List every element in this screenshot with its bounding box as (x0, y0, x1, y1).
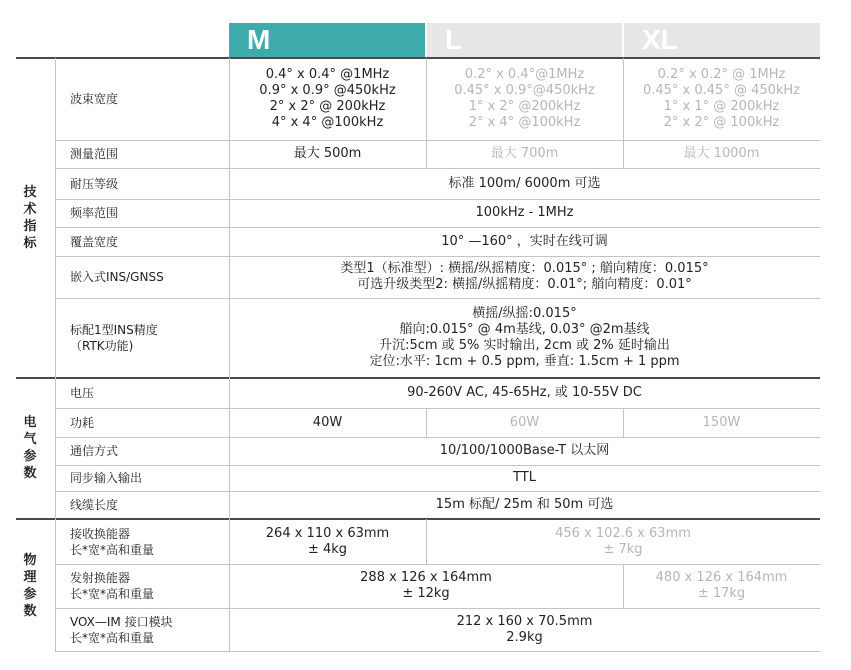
cell-receiver-l-xl: 456 x 102.6 x 63mm ± 7kg (555, 525, 691, 557)
cell-frequency: 100kHz - 1MHz (475, 205, 574, 220)
cell-beam-m: 0.4° x 0.4° @1MHz 0.9° x 0.9° @450kHz 2° x 2° @ 200kHz 4° x 4° @100kHz (259, 67, 396, 130)
cell-comm: 10/100/1000Base-T 以太网 (439, 443, 610, 458)
row-label-sync: 同步输入输出 (70, 471, 143, 485)
row-label-vox: VOX—IM 接口模块 长*宽*高和重量 (70, 614, 173, 645)
cell-range-xl: 最大 1000m (683, 146, 760, 161)
cell-sync: TTL (513, 470, 536, 485)
cell-ins: 类型1（标准型）: 横摇/纵摇精度：0.015° ; 艏向精度：0.015° 可选升级类型2: 横摇/纵摇精度：0.01°; 艏向精度：0.01° (340, 261, 709, 292)
cell-cable: 15m 标配/ 25m 和 50m 可选 (435, 496, 614, 512)
cell-vox: 212 x 160 x 70.5mm 2.9kg (456, 613, 593, 645)
cell-transmitter-xl: 480 x 126 x 164mm ± 17kg (655, 570, 788, 601)
cell-power-l: 60W (509, 414, 540, 430)
category-tech-specs: 技 术 指 标 (23, 184, 37, 251)
cell-receiver-m: 264 x 110 x 63mm ± 4kg (265, 525, 390, 557)
cell-transmitter-m-l: 288 x 126 x 164mm ± 12kg (360, 570, 492, 601)
cell-coverage: 10° —160° ，实时在线可调 (441, 233, 608, 249)
cell-beam-xl: 0.2° x 0.2° @ 1MHz 0.45° x 0.45° @ 450kHz 1° x 1° @ 200kHz 2° x 2° @ 100kHz (642, 67, 801, 130)
cell-power-xl: 150W (702, 414, 741, 430)
tab-xl[interactable]: XL (624, 23, 820, 57)
row-label-beam-width: 波束宽度 (70, 92, 119, 106)
row-label-comm: 通信方式 (70, 444, 119, 458)
category-electrical: 电 气 参 数 (23, 415, 37, 481)
cell-pressure: 标准 100m/ 6000m 可选 (448, 175, 601, 191)
tab-l[interactable]: L (427, 23, 622, 57)
column-divider (55, 58, 56, 652)
category-physical: 物 理 参 数 (23, 552, 37, 619)
row-label-receiver: 接收换能器 长*宽*高和重量 (70, 526, 155, 557)
row-label-power: 功耗 (70, 415, 95, 430)
row-label-transmitter: 发射换能器 长*宽*高和重量 (70, 571, 155, 601)
row-label-rtk: 标配1型INS精度 （RTK功能) (70, 322, 158, 353)
cell-power-m: 40W (312, 414, 343, 430)
cell-range-m: 最大 500m (293, 146, 362, 161)
row-label-pressure: 耐压等级 (70, 176, 119, 191)
row-label-voltage: 电压 (70, 386, 95, 400)
row-label-cable: 线缆长度 (70, 497, 119, 512)
cell-voltage: 90-260V AC, 45-65Hz, 或 10-55V DC (407, 385, 642, 400)
row-label-coverage: 覆盖宽度 (70, 234, 119, 249)
cell-rtk: 横摇/纵摇:0.015° 艏向:0.015° @ 4m基线, 0.03° @2m基线 升沉:5cm 或 5% 实时输出, 2cm 或 2% 延时输出 定位:水平: 1cm + 0.5 ppm, 垂直: 1.5cm + 1 ppm (369, 305, 680, 369)
row-label-ins: 嵌入式INS/GNSS (70, 270, 164, 284)
row-label-frequency: 频率范围 (70, 206, 119, 220)
tab-m[interactable]: M (229, 23, 425, 57)
row-label-range: 测量范围 (70, 147, 119, 161)
cell-range-l: 最大 700m (490, 146, 559, 161)
cell-beam-l: 0.2° x 0.4°@1MHz 0.45° x 0.9°@450kHz 1° x 2° @200kHz 2° x 4° @100kHz (454, 67, 595, 130)
row-divider (55, 651, 820, 652)
